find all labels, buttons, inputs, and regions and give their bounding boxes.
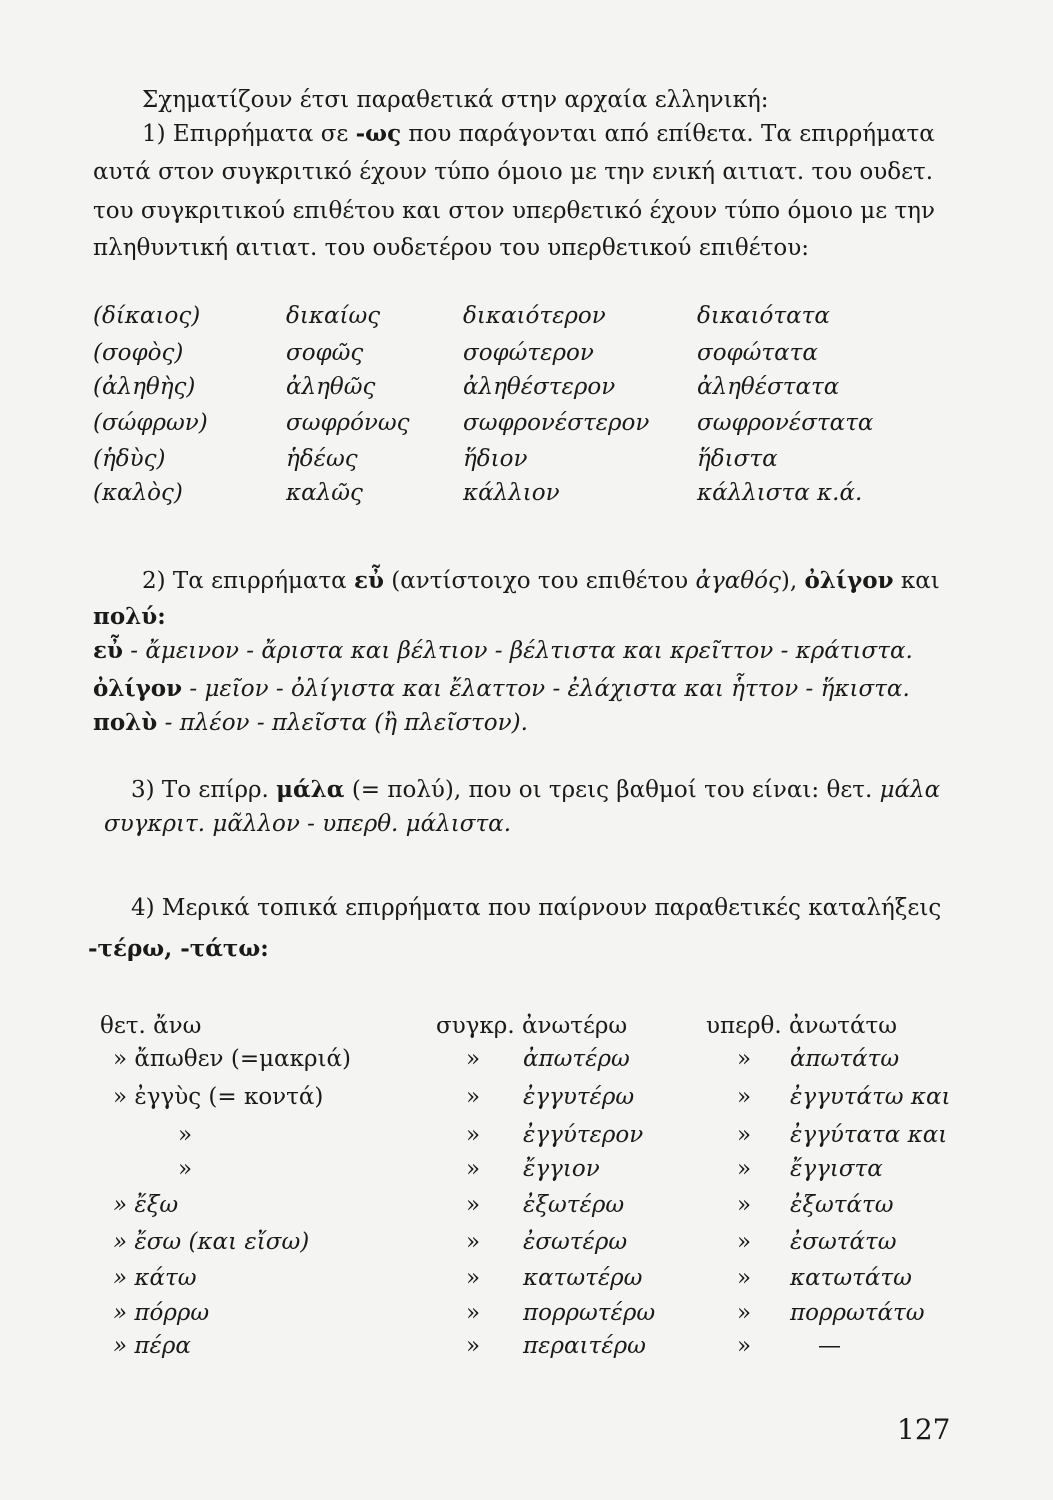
t1-cell: σωφρόνως — [286, 410, 410, 436]
t2-cell: » — [466, 1122, 481, 1148]
t2-cell: ἐγγύτατα και — [790, 1122, 948, 1148]
t1-cell: δικαιότατα — [697, 303, 830, 329]
t2-cell: ἐσωτέρω — [523, 1229, 628, 1255]
t2-cell: ἐξωτάτω — [790, 1192, 894, 1218]
t1-cell: σωφρονέστερον — [463, 410, 650, 436]
t2-cell: » — [466, 1333, 481, 1359]
t2-cell: » — [737, 1122, 752, 1148]
t2-cell: » — [466, 1084, 481, 1110]
t1-cell: σοφώτερον — [463, 340, 594, 366]
page-number: 127 — [897, 1413, 951, 1446]
s2-line-1: 2) Τα επιρρήματα εὖ (αντίστοιχο του επιθέτου ἀγαθός), ὀλίγον και — [142, 567, 940, 594]
t1-cell: καλῶς — [286, 480, 363, 506]
t2-cell: » — [466, 1156, 481, 1182]
t2-cell: » — [466, 1229, 481, 1255]
t1-cell: σοφῶς — [286, 340, 364, 366]
t2-cell: ἔγγιον — [523, 1156, 600, 1182]
s1-line-4: πληθυντική αιτιατ. του ουδετέρου του υπερθετικού επιθέτου: — [93, 235, 809, 261]
s2-line-5: πολὺ - πλέον - πλεῖστα (ἢ πλεῖστον). — [93, 709, 528, 736]
s1-line-1: 1) Επιρρήματα σε -ως που παράγονται από επίθετα. Τα επιρρήματα — [142, 120, 935, 147]
s4-line-2: -τέρω, -τάτω: — [88, 935, 269, 962]
t1-cell: (σώφρων) — [93, 410, 208, 436]
t1-cell: ἀληθῶς — [286, 374, 376, 400]
t2-cell: ἔγγιστα — [790, 1156, 883, 1182]
t1-cell: ἥδιον — [463, 446, 528, 472]
t2-cell: — — [818, 1333, 841, 1359]
t2-cell: » — [178, 1156, 193, 1182]
t2-cell: » πόρρω — [113, 1300, 210, 1326]
t2-cell: » — [466, 1265, 481, 1291]
t2-cell: » — [178, 1122, 193, 1148]
t2-cell: » πέρα — [113, 1333, 191, 1359]
t2-cell: κατωτάτω — [790, 1265, 912, 1291]
s1-line-2: αυτά στον συγκριτικό έχουν τύπο όμοιο με την ενική αιτιατ. του ουδετ. — [93, 159, 934, 185]
t1-cell: ἡδέως — [286, 446, 358, 472]
t2-cell: » ἄπωθεν (=μακριά) — [113, 1046, 351, 1072]
t2-cell: » — [737, 1084, 752, 1110]
t2-cell: » — [466, 1192, 481, 1218]
t2-cell: ἐγγυτέρω — [523, 1084, 635, 1110]
s3-line-2: συγκριτ. μᾶλλον - υπερθ. μάλιστα. — [104, 811, 512, 837]
t2-cell: » — [737, 1300, 752, 1326]
t1-cell: (καλὸς) — [93, 480, 183, 506]
t2-cell: πορρωτάτω — [790, 1300, 925, 1326]
t1-cell: δικαιότερον — [463, 303, 606, 329]
t2-cell: ἐγγύτερον — [523, 1122, 644, 1148]
t1-cell: κάλλιον — [463, 480, 560, 506]
t1-cell: κάλλιστα κ.ά. — [697, 480, 863, 506]
t2-cell: » ἔξω — [113, 1192, 179, 1218]
t2-cell: ἀπωτάτω — [790, 1046, 900, 1072]
s4-line-1: 4) Μερικά τοπικά επιρρήματα που παίρνουν παραθετικές καταλήξεις — [131, 895, 942, 921]
t2-cell: » — [466, 1300, 481, 1326]
t1-cell: (ἀληθὴς) — [93, 374, 196, 400]
t2-cell: υπερθ. ἀνωτάτω — [706, 1013, 898, 1039]
t2-cell: » — [737, 1156, 752, 1182]
t2-cell: ἐσωτάτω — [790, 1229, 897, 1255]
s2-line-2: πολύ: — [93, 603, 166, 630]
t1-cell: σωφρονέστατα — [697, 410, 874, 436]
t2-cell: » κάτω — [113, 1265, 197, 1291]
intro-line: Σχηματίζουν έτσι παραθετικά στην αρχαία ελληνική: — [142, 87, 769, 113]
t2-cell: » — [466, 1046, 481, 1072]
t1-cell: (ἡδὺς) — [93, 446, 166, 472]
t2-cell: θετ. ἄνω — [100, 1013, 202, 1039]
t2-cell: συγκρ. ἀνωτέρω — [436, 1013, 628, 1039]
s3-line-1: 3) Το επίρρ. μάλα (= πολύ), που οι τρεις βαθμοί του είναι: θετ. μάλα — [131, 776, 941, 803]
t1-cell: (δίκαιος) — [93, 303, 201, 329]
t2-cell: » — [737, 1333, 752, 1359]
s2-line-4: ὀλίγον - μεῖον - ὀλίγιστα και ἔλαττον - ἐλάχιστα και ἧττον - ἥκιστα. — [93, 675, 910, 702]
t2-cell: ἐξωτέρω — [523, 1192, 625, 1218]
t1-cell: σοφώτατα — [697, 340, 818, 366]
t1-cell: ἥδιστα — [697, 446, 778, 472]
t2-cell: » — [737, 1265, 752, 1291]
t2-cell: πορρωτέρω — [523, 1300, 656, 1326]
t2-cell: περαιτέρω — [523, 1333, 646, 1359]
t2-cell: » — [737, 1229, 752, 1255]
t2-cell: ἐγγυτάτω και — [790, 1084, 951, 1110]
t2-cell: ἀπωτέρω — [523, 1046, 630, 1072]
t1-cell: ἀληθέστερον — [463, 374, 616, 400]
s1-line-3: του συγκριτικού επιθέτου και στον υπερθετικό έχουν τύπο όμοιο με την — [93, 198, 935, 224]
t2-cell: » — [737, 1192, 752, 1218]
t2-cell: » ἔσω (και εἴσω) — [113, 1229, 310, 1255]
t2-cell: » ἐγγὺς (= κοντά) — [113, 1084, 324, 1110]
t2-cell: κατωτέρω — [523, 1265, 643, 1291]
t1-cell: (σοφὸς) — [93, 340, 184, 366]
s2-line-3: εὖ - ἄμεινον - ἄριστα και βέλτιον - βέλτιστα και κρεῖττον - κράτιστα. — [93, 637, 913, 664]
t1-cell: ἀληθέστατα — [697, 374, 840, 400]
t2-cell: » — [737, 1046, 752, 1072]
t1-cell: δικαίως — [286, 303, 381, 329]
